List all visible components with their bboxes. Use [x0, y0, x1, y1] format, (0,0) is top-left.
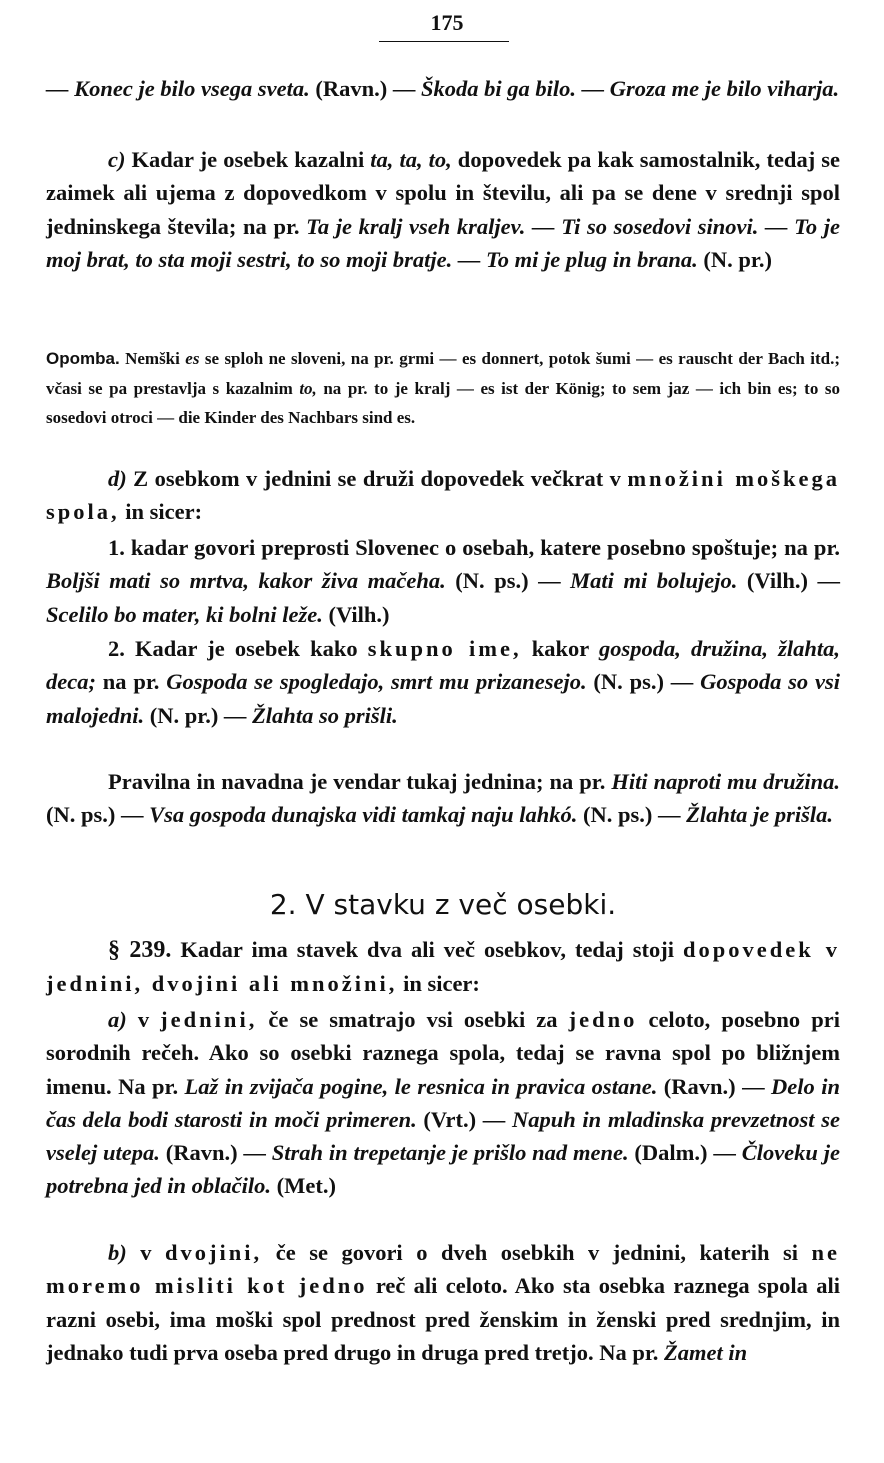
paragraph-singular-rule	[46, 765, 840, 832]
note-label: Opomba.	[46, 349, 120, 368]
paragraph-b	[46, 1236, 840, 1369]
page-number: 175	[430, 10, 464, 35]
source-text: (N. pr.)	[697, 246, 772, 272]
example-text: Žlahta so prišli.	[252, 702, 398, 728]
example-text: Škoda bi ga bilo. — Groza me je bilo viharja.	[420, 76, 840, 101]
source-text: (N. ps.) —	[445, 568, 571, 594]
example-text: Strah in trepetanje je prišlo nad mene.	[271, 1140, 629, 1166]
example-text: Človeku je potrebna jed in oblačilo.	[46, 1140, 840, 1199]
paragraph-point-2	[46, 632, 840, 732]
source-text: (Met.)	[271, 1173, 336, 1199]
page-number-rule	[379, 41, 509, 42]
body-text: in sicer:	[119, 499, 203, 525]
body-text: dopovedek pa kak samostalnik, tedaj se zaimek ali ujema z dopovedkom v spolu in številu, ali pa se dene v srednji spol jedninskega števila; na pr.	[46, 147, 840, 239]
example-text: Scelilo bo mater, ki bolni leže.	[46, 601, 323, 627]
note-text: Nemški	[119, 349, 186, 368]
body-text: celoto, posebno pri sorodnih rečeh. Ako so osebki raznega spola, tedaj se ravna spol po bližnjem imenu. Na pr.	[46, 1007, 840, 1099]
spaced-text: jednini,	[160, 1007, 258, 1032]
source-text: (Vilh.)	[322, 601, 390, 627]
body-text: Z osebkom v jednini se druži dopovedek večkrat v	[126, 466, 628, 491]
example-text: Vsa gospoda dunajska vidi tamkaj naju lahkó.	[149, 802, 578, 828]
example-text: Žamet in	[664, 1339, 748, 1365]
source-text: (N. ps.) —	[46, 802, 150, 828]
example-text: Hiti naproti mu družina.	[611, 769, 840, 794]
source-text: (Ravn.) —	[309, 76, 421, 101]
spaced-text: jedno	[568, 1007, 638, 1032]
body-text: in sicer:	[397, 971, 480, 997]
note-text: se sploh ne sloveni, na pr. grmi — es donnert, potok šumi — es rauscht der Bach itd.; včasi se pa prestavlja s kazalnim	[46, 349, 840, 398]
body-text: 2. Kadar je osebek kako	[108, 636, 368, 661]
paragraph-a	[46, 1003, 840, 1203]
spaced-text: množini moškega spola,	[46, 466, 840, 525]
example-text: Delo in čas dela bodi starosti in moči primeren.	[46, 1073, 840, 1132]
body-text: Kadar je osebek kazalni	[125, 147, 371, 172]
body-text: v	[126, 1240, 166, 1265]
example-text: Žlahta je prišla.	[686, 802, 834, 828]
spaced-text: dvojini,	[165, 1240, 263, 1265]
body-text: 1. kadar govori preprosti Slovenec o osebah, katere posebno spoštuje; na pr.	[108, 535, 840, 560]
body-text: Pravilna in navadna je vendar tukaj jednina; na pr.	[108, 769, 612, 794]
body-text: če se govori o dveh osebkih v jednini, katerih si	[262, 1240, 812, 1265]
note-emphasis: es	[185, 349, 200, 368]
example-text: Mati mi bolujejo.	[570, 568, 738, 594]
paragraph-label: a)	[108, 1007, 127, 1032]
body-text: na pr.	[95, 669, 167, 695]
spaced-text: ne moremo misliti kot jedno	[46, 1240, 840, 1299]
body-text: reč ali celoto. Ako sta osebka raznega spola ali razni osebi, ima moški spol prednost pred ženskim in ženski pred srednjim, in jednako tudi prva oseba pred drugo in druga pred tretjo. Na pr.	[46, 1273, 840, 1365]
paragraph-examples-genitive	[46, 72, 840, 105]
source-text: (Ravn.) —	[657, 1073, 772, 1099]
example-text: Ta je kralj vseh kraljev. — Ti so sosedovi sinovi. — To je moj brat, to sta moji sestri, to so moji bratje. — To mi je plug in brana.	[46, 213, 840, 272]
paragraph-point-1	[46, 531, 840, 631]
example-text: Gospoda se spogledajo, smrt mu prizanesejo.	[166, 669, 587, 695]
paragraph-label: d)	[108, 466, 127, 491]
note-emphasis: to,	[299, 378, 317, 398]
example-text: gospoda, družina, žlahta, deca;	[46, 636, 840, 695]
paragraph-d	[46, 462, 840, 529]
body-text: Kadar ima stavek dva ali več osebkov, tedaj stoji	[171, 937, 683, 962]
body-text: v	[126, 1007, 161, 1032]
example-text: Gospoda so vsi malojedni.	[46, 669, 840, 728]
paragraph-label: b)	[108, 1240, 127, 1265]
source-text: (Vilh.) —	[737, 568, 840, 594]
example-text: — Konec je bilo vsega sveta.	[46, 76, 310, 101]
note-paragraph	[46, 344, 840, 433]
emphasis-text: ta, ta, to,	[370, 147, 452, 172]
spaced-text: dopovedek v jednini, dvojini ali množini,	[46, 937, 840, 997]
source-text: (N. ps.) —	[577, 802, 687, 828]
example-text: Laž in zvijača pogine, le resnica in pravica ostane.	[184, 1073, 658, 1099]
body-text: kakor	[521, 636, 599, 661]
body-text: če se smatrajo vsi osebki za	[257, 1007, 569, 1032]
example-text: Boljši mati so mrtva, kakor živa mačeha.	[46, 568, 446, 594]
source-text: (N. pr.) —	[144, 702, 253, 728]
note-text: na pr. to je kralj — es ist der König; to sem jaz — ich bin es; to so sosedovi otroci — die Kinder des Nachbars sind es.	[46, 378, 840, 427]
source-text: (Vrt.) —	[416, 1106, 512, 1132]
source-text: (N. ps.) —	[586, 669, 701, 695]
paragraph-c	[46, 143, 840, 276]
paragraph-239	[46, 933, 840, 1001]
source-text: (Ravn.) —	[159, 1140, 272, 1166]
source-text: (Dalm.) —	[628, 1140, 742, 1166]
paragraph-label: c)	[108, 147, 126, 172]
section-heading: 2. V stavku z več osebki.	[269, 888, 617, 921]
spaced-text: skupno ime,	[367, 636, 522, 661]
section-number: § 239.	[108, 937, 172, 963]
example-text: Napuh in mladinska prevzetnost se vselej utepa.	[46, 1106, 840, 1166]
